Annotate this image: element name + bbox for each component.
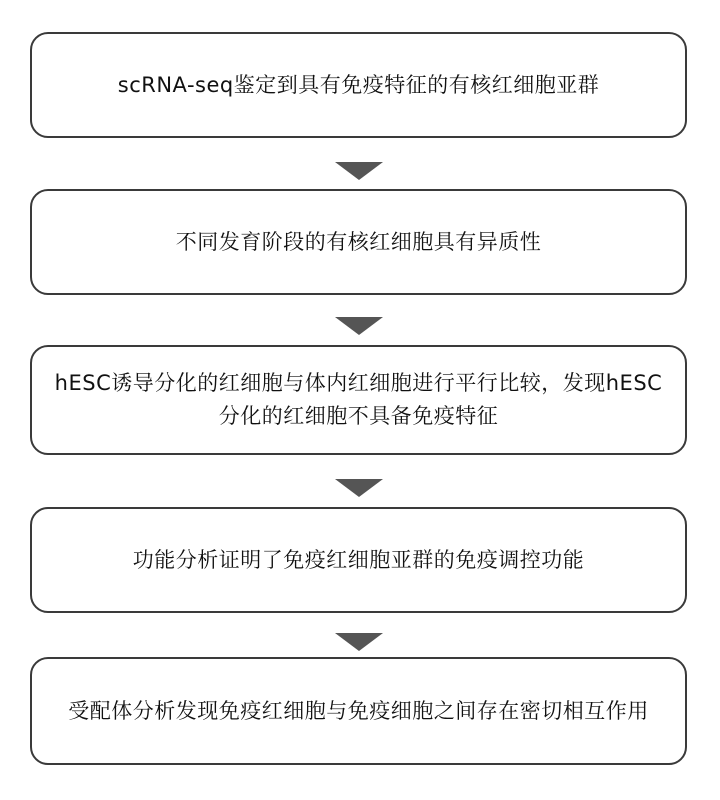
- down-arrow-icon: [335, 317, 383, 335]
- step-text: hESC诱导分化的红细胞与体内红细胞进行平行比较，发现hESC分化的红细胞不具备免疫特征: [54, 371, 663, 428]
- step-box-ligand-receptor-analysis: [30, 657, 687, 765]
- step-text: 不同发育阶段的有核红细胞具有异质性: [175, 229, 542, 254]
- step-box-functional-analysis: [30, 507, 687, 613]
- step-text: 受配体分析发现免疫红细胞与免疫细胞之间存在密切相互作用: [68, 698, 649, 723]
- step-text: 功能分析证明了免疫红细胞亚群的免疫调控功能: [132, 547, 585, 572]
- step-text: scRNA-seq鉴定到具有免疫特征的有核红细胞亚群: [117, 72, 600, 97]
- down-arrow-icon: [335, 162, 383, 180]
- down-arrow-icon: [335, 479, 383, 497]
- step-box-developmental-heterogeneity: [30, 189, 687, 295]
- step-box-immune-erythroid-subpopulation: [30, 32, 687, 138]
- step-box-hesc-comparison: [30, 345, 687, 455]
- down-arrow-icon: [335, 633, 383, 651]
